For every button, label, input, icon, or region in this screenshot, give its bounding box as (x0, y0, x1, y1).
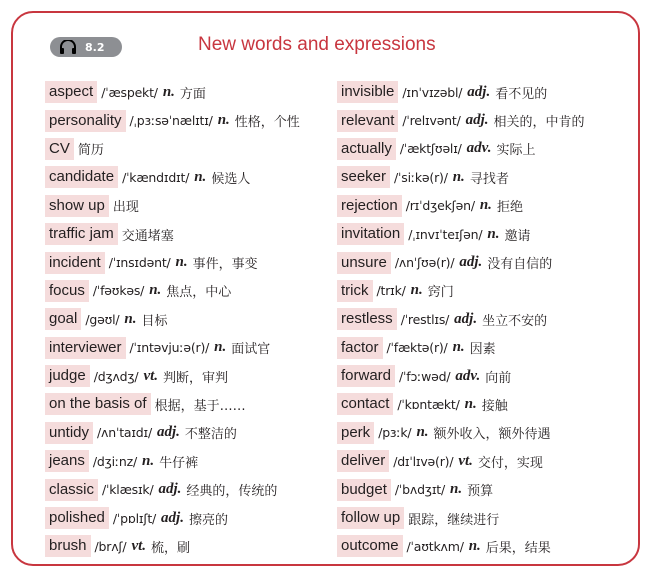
part-of-speech: n. (464, 395, 477, 412)
chinese-definition: 预算 (467, 484, 494, 500)
phonetic-transcription: /brʌʃ/ (94, 538, 127, 554)
chinese-definition: 寻找者 (469, 171, 509, 187)
vocab-entry (45, 305, 337, 333)
audio-track-badge[interactable] (50, 37, 122, 57)
part-of-speech: adj. (454, 310, 478, 327)
vocab-word: trick (337, 280, 373, 302)
vocab-word: candidate (45, 166, 118, 188)
chinese-definition: 简历 (77, 143, 104, 159)
chinese-definition: 看不见的 (495, 86, 548, 102)
part-of-speech: n. (449, 481, 463, 498)
vocab-column-left (45, 78, 337, 561)
vocab-entry (337, 390, 629, 418)
chinese-definition: 窍门 (427, 285, 454, 301)
vocab-entry (337, 277, 629, 305)
chinese-definition: 接触 (481, 398, 508, 414)
part-of-speech: n. (452, 339, 465, 356)
phonetic-transcription: /ʌnˈʃʊə(r)/ (394, 255, 455, 271)
vocab-entry (337, 419, 629, 447)
phonetic-transcription: /ˈkændɪdɪt/ (122, 169, 190, 185)
vocab-word: follow up (337, 507, 404, 529)
vocab-word: interviewer (45, 337, 126, 359)
vocab-entry (45, 447, 337, 475)
vocab-entry (337, 362, 629, 390)
vocab-entry (337, 163, 629, 191)
headphones-icon (59, 40, 77, 54)
phonetic-transcription: /pɜːk/ (378, 425, 412, 441)
phonetic-transcription: /ˈɪnsɪdənt/ (108, 255, 171, 271)
part-of-speech: n. (468, 537, 481, 554)
vocab-word: budget (337, 479, 391, 501)
vocab-entry (337, 248, 629, 276)
vocab-entry (337, 532, 629, 560)
vocab-entry (45, 248, 337, 276)
phonetic-transcription: /ˈaʊtkʌm/ (406, 538, 464, 554)
vocab-word: invisible (337, 81, 398, 103)
chinese-definition: 额外收入，额外待遇 (433, 427, 551, 443)
part-of-speech: adv. (466, 140, 492, 157)
chinese-definition: 交通堵塞 (121, 228, 174, 244)
vocab-entry (45, 504, 337, 532)
vocab-word: perk (337, 422, 374, 444)
part-of-speech: adj. (459, 254, 483, 271)
phonetic-transcription: /ˈfəʊkəs/ (92, 283, 145, 299)
phonetic-transcription: /ˈklæsɪk/ (102, 482, 154, 498)
phonetic-transcription: /ˈbʌdʒɪt/ (394, 482, 445, 498)
vocab-entry (45, 390, 337, 418)
vocab-word: contact (337, 393, 393, 415)
vocab-word: factor (337, 337, 383, 359)
part-of-speech: adj. (157, 424, 180, 441)
part-of-speech: n. (479, 197, 492, 214)
vocab-word: goal (45, 308, 81, 330)
vocab-entry (337, 334, 629, 362)
vocab-word: brush (45, 535, 91, 557)
vocab-entry (45, 419, 337, 447)
vocab-word: CV (45, 138, 74, 160)
part-of-speech: adj. (467, 83, 491, 100)
phonetic-transcription: /ˈrelɪvənt/ (402, 113, 461, 129)
vocab-entry (45, 106, 337, 134)
chinese-definition: 候选人 (211, 171, 251, 187)
part-of-speech: n. (214, 339, 227, 356)
chinese-definition: 性格，个性 (234, 115, 300, 131)
vocab-column-right (337, 78, 629, 561)
chinese-definition: 跟踪，继续进行 (408, 512, 500, 528)
phonetic-transcription: /dʒiːnz/ (92, 453, 138, 469)
phonetic-transcription: /ˌɪnvɪˈteɪʃən/ (408, 226, 483, 242)
part-of-speech: adj. (465, 112, 489, 129)
chinese-definition: 方面 (179, 86, 206, 102)
part-of-speech: n. (416, 424, 429, 441)
vocab-word: untidy (45, 422, 93, 444)
part-of-speech: n. (142, 452, 155, 469)
part-of-speech: n. (162, 83, 175, 100)
vocab-word: unsure (337, 252, 391, 274)
chinese-definition: 不整洁的 (184, 427, 237, 443)
part-of-speech: vt. (131, 537, 147, 554)
vocab-word: invitation (337, 223, 404, 245)
vocab-entry (337, 135, 629, 163)
vocab-word: judge (45, 365, 90, 387)
phonetic-transcription: /ɪnˈvɪzəbl/ (402, 84, 463, 100)
vocab-entry (337, 504, 629, 532)
vocab-entry (45, 362, 337, 390)
vocab-word: focus (45, 280, 89, 302)
chinese-definition: 交付，实现 (477, 455, 543, 471)
part-of-speech: n. (217, 112, 230, 129)
vocab-entry (337, 305, 629, 333)
part-of-speech: n. (194, 168, 207, 185)
vocab-entry (337, 78, 629, 106)
chinese-definition: 实际上 (496, 143, 536, 159)
vocab-entry (45, 220, 337, 248)
phonetic-transcription: /ˈfɔːwəd/ (399, 368, 451, 384)
phonetic-transcription: /ˈɪntəvjuːə(r)/ (129, 340, 210, 356)
chinese-definition: 面试官 (231, 342, 271, 358)
phonetic-transcription: /trɪk/ (376, 283, 406, 299)
chinese-definition: 根据，基于…… (154, 398, 246, 414)
vocab-entry (337, 447, 629, 475)
vocab-word: relevant (337, 110, 398, 132)
phonetic-transcription: /rɪˈdʒekʃən/ (405, 198, 475, 214)
phonetic-transcription: /dɪˈlɪvə(r)/ (393, 453, 454, 469)
part-of-speech: adv. (455, 367, 481, 384)
vocab-word: show up (45, 195, 109, 217)
chinese-definition: 目标 (141, 313, 168, 329)
vocab-word: classic (45, 479, 98, 501)
phonetic-transcription: /ˈpɒlɪʃt/ (112, 510, 157, 526)
vocab-word: aspect (45, 81, 97, 103)
chinese-definition: 拒绝 (496, 200, 523, 216)
vocab-word: jeans (45, 450, 89, 472)
vocab-word: actually (337, 138, 396, 160)
part-of-speech: n. (487, 225, 500, 242)
chinese-definition: 坐立不安的 (482, 313, 548, 329)
chinese-definition: 经典的，传统的 (186, 484, 278, 500)
chinese-definition: 出现 (112, 200, 139, 216)
vocab-entry (45, 475, 337, 503)
vocab-entry (45, 135, 337, 163)
phonetic-transcription: /ˌpɜːsəˈnælɪtɪ/ (129, 113, 213, 129)
chinese-definition: 判断，审判 (163, 370, 229, 386)
chinese-definition: 梳，刷 (151, 540, 191, 556)
part-of-speech: n. (124, 310, 137, 327)
section-title: New words and expressions (198, 34, 436, 55)
chinese-definition: 因素 (469, 342, 496, 358)
chinese-definition: 没有自信的 (487, 257, 553, 273)
part-of-speech: n. (410, 282, 423, 299)
vocab-entry (45, 192, 337, 220)
track-number: 8.2 (85, 40, 105, 54)
vocab-word: deliver (337, 450, 389, 472)
part-of-speech: n. (149, 282, 162, 299)
chinese-definition: 相关的，中肯的 (493, 115, 585, 131)
chinese-definition: 牛仔裤 (159, 455, 199, 471)
vocab-entry (337, 220, 629, 248)
vocab-word: polished (45, 507, 109, 529)
phonetic-transcription: /ˈsiːkə(r)/ (394, 169, 448, 185)
vocab-word: rejection (337, 195, 402, 217)
part-of-speech: vt. (143, 367, 159, 384)
phonetic-transcription: /ʌnˈtaɪdɪ/ (97, 425, 152, 441)
vocab-entry (45, 163, 337, 191)
phonetic-transcription: /gəʊl/ (85, 311, 120, 327)
chinese-definition: 后果，结果 (485, 540, 551, 556)
part-of-speech: adj. (158, 481, 182, 498)
vocab-entry (337, 475, 629, 503)
part-of-speech: n. (452, 168, 465, 185)
vocab-entry (45, 78, 337, 106)
phonetic-transcription: /ˈæktʃʊəlɪ/ (399, 141, 462, 157)
vocab-word: forward (337, 365, 395, 387)
vocab-word: personality (45, 110, 126, 132)
vocab-entry (337, 106, 629, 134)
chinese-definition: 邀请 (504, 228, 531, 244)
phonetic-transcription: /dʒʌdʒ/ (93, 368, 139, 384)
chinese-definition: 向前 (485, 370, 512, 386)
vocab-word: incident (45, 252, 105, 274)
chinese-definition: 擦亮的 (188, 512, 228, 528)
vocab-entry (45, 277, 337, 305)
part-of-speech: n. (175, 254, 188, 271)
phonetic-transcription: /ˈkɒntækt/ (397, 396, 460, 412)
phonetic-transcription: /ˈfæktə(r)/ (386, 340, 448, 356)
phonetic-transcription: /ˈrestlɪs/ (400, 311, 450, 327)
vocab-word: outcome (337, 535, 403, 557)
part-of-speech: adj. (161, 509, 184, 526)
vocab-entry (337, 192, 629, 220)
phonetic-transcription: /ˈæspekt/ (101, 84, 158, 100)
vocab-word: seeker (337, 166, 390, 188)
vocab-entry (45, 532, 337, 560)
vocab-word: restless (337, 308, 397, 330)
chinese-definition: 事件，事变 (192, 257, 258, 273)
chinese-definition: 焦点，中心 (166, 285, 232, 301)
vocab-entry (45, 334, 337, 362)
vocab-word: on the basis of (45, 393, 151, 415)
vocab-word: traffic jam (45, 223, 118, 245)
part-of-speech: vt. (458, 452, 473, 469)
